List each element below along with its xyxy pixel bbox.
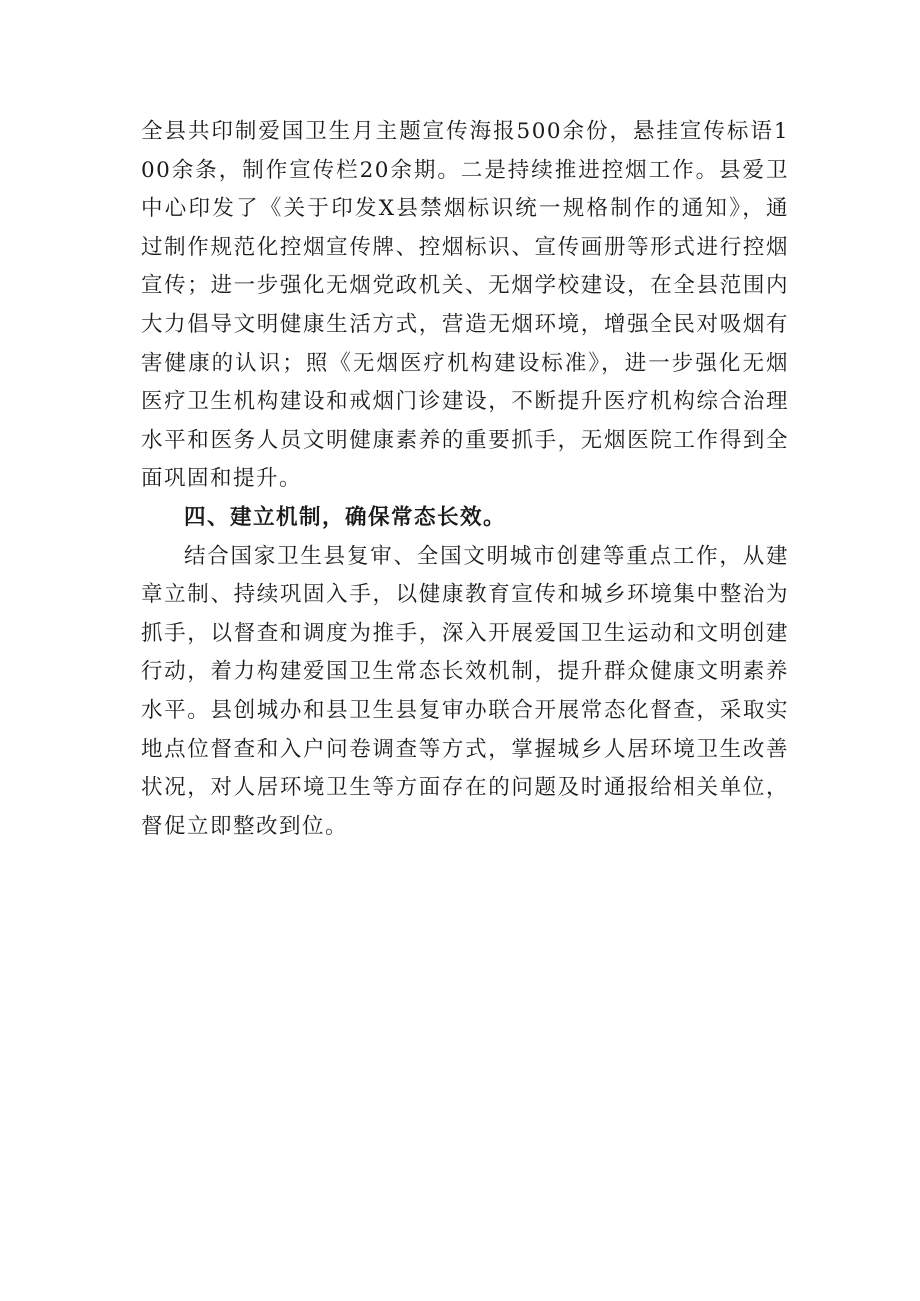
paragraph-mechanism: 结合国家卫生县复审、全国文明城市创建等重点工作，从建章立制、持续巩固入手，以健康教育宣传和城乡环境集中整治为抓手，以督查和调度为推手，深入开展爱国卫生运动和文明创建行动，着力构建爱国卫生常态长效机制，提升群众健康文明素养水平。县创城办和县卫生县复审办联合开展常态化督查，采取实地点位督查和入户问卷调查等方式，掌握城乡人居环境卫生改善状况，对人居环境卫生等方面存在的问题及时通报给相关单位，督促立即整改到位。 [141,543,789,839]
document-body [141,113,789,846]
section-heading-mechanism: 四、建立机制，确保常态长效。 [184,504,507,530]
paragraph-tobacco-control: 全县共印制爱国卫生月主题宣传海报500余份，悬挂宣传标语100余条，制作宣传栏20余期。二是持续推进控烟工作。县爱卫中心印发了《关于印发X县禁烟标识统一规格制作的通知》，通过制作规范化控烟宣传牌、控烟标识、宣传画册等形式进行控烟宣传；进一步强化无烟党政机关、无烟学校建设，在全县范围内大力倡导文明健康生活方式，营造无烟环境，增强全民对吸烟有害健康的认识；照《无烟医疗机构建设标准》，进一步强化无烟医疗卫生机构建设和戒烟门诊建设，不断提升医疗机构综合治理水平和医务人员文明健康素养的重要抓手，无烟医院工作得到全面巩固和提升。 [141,119,789,492]
